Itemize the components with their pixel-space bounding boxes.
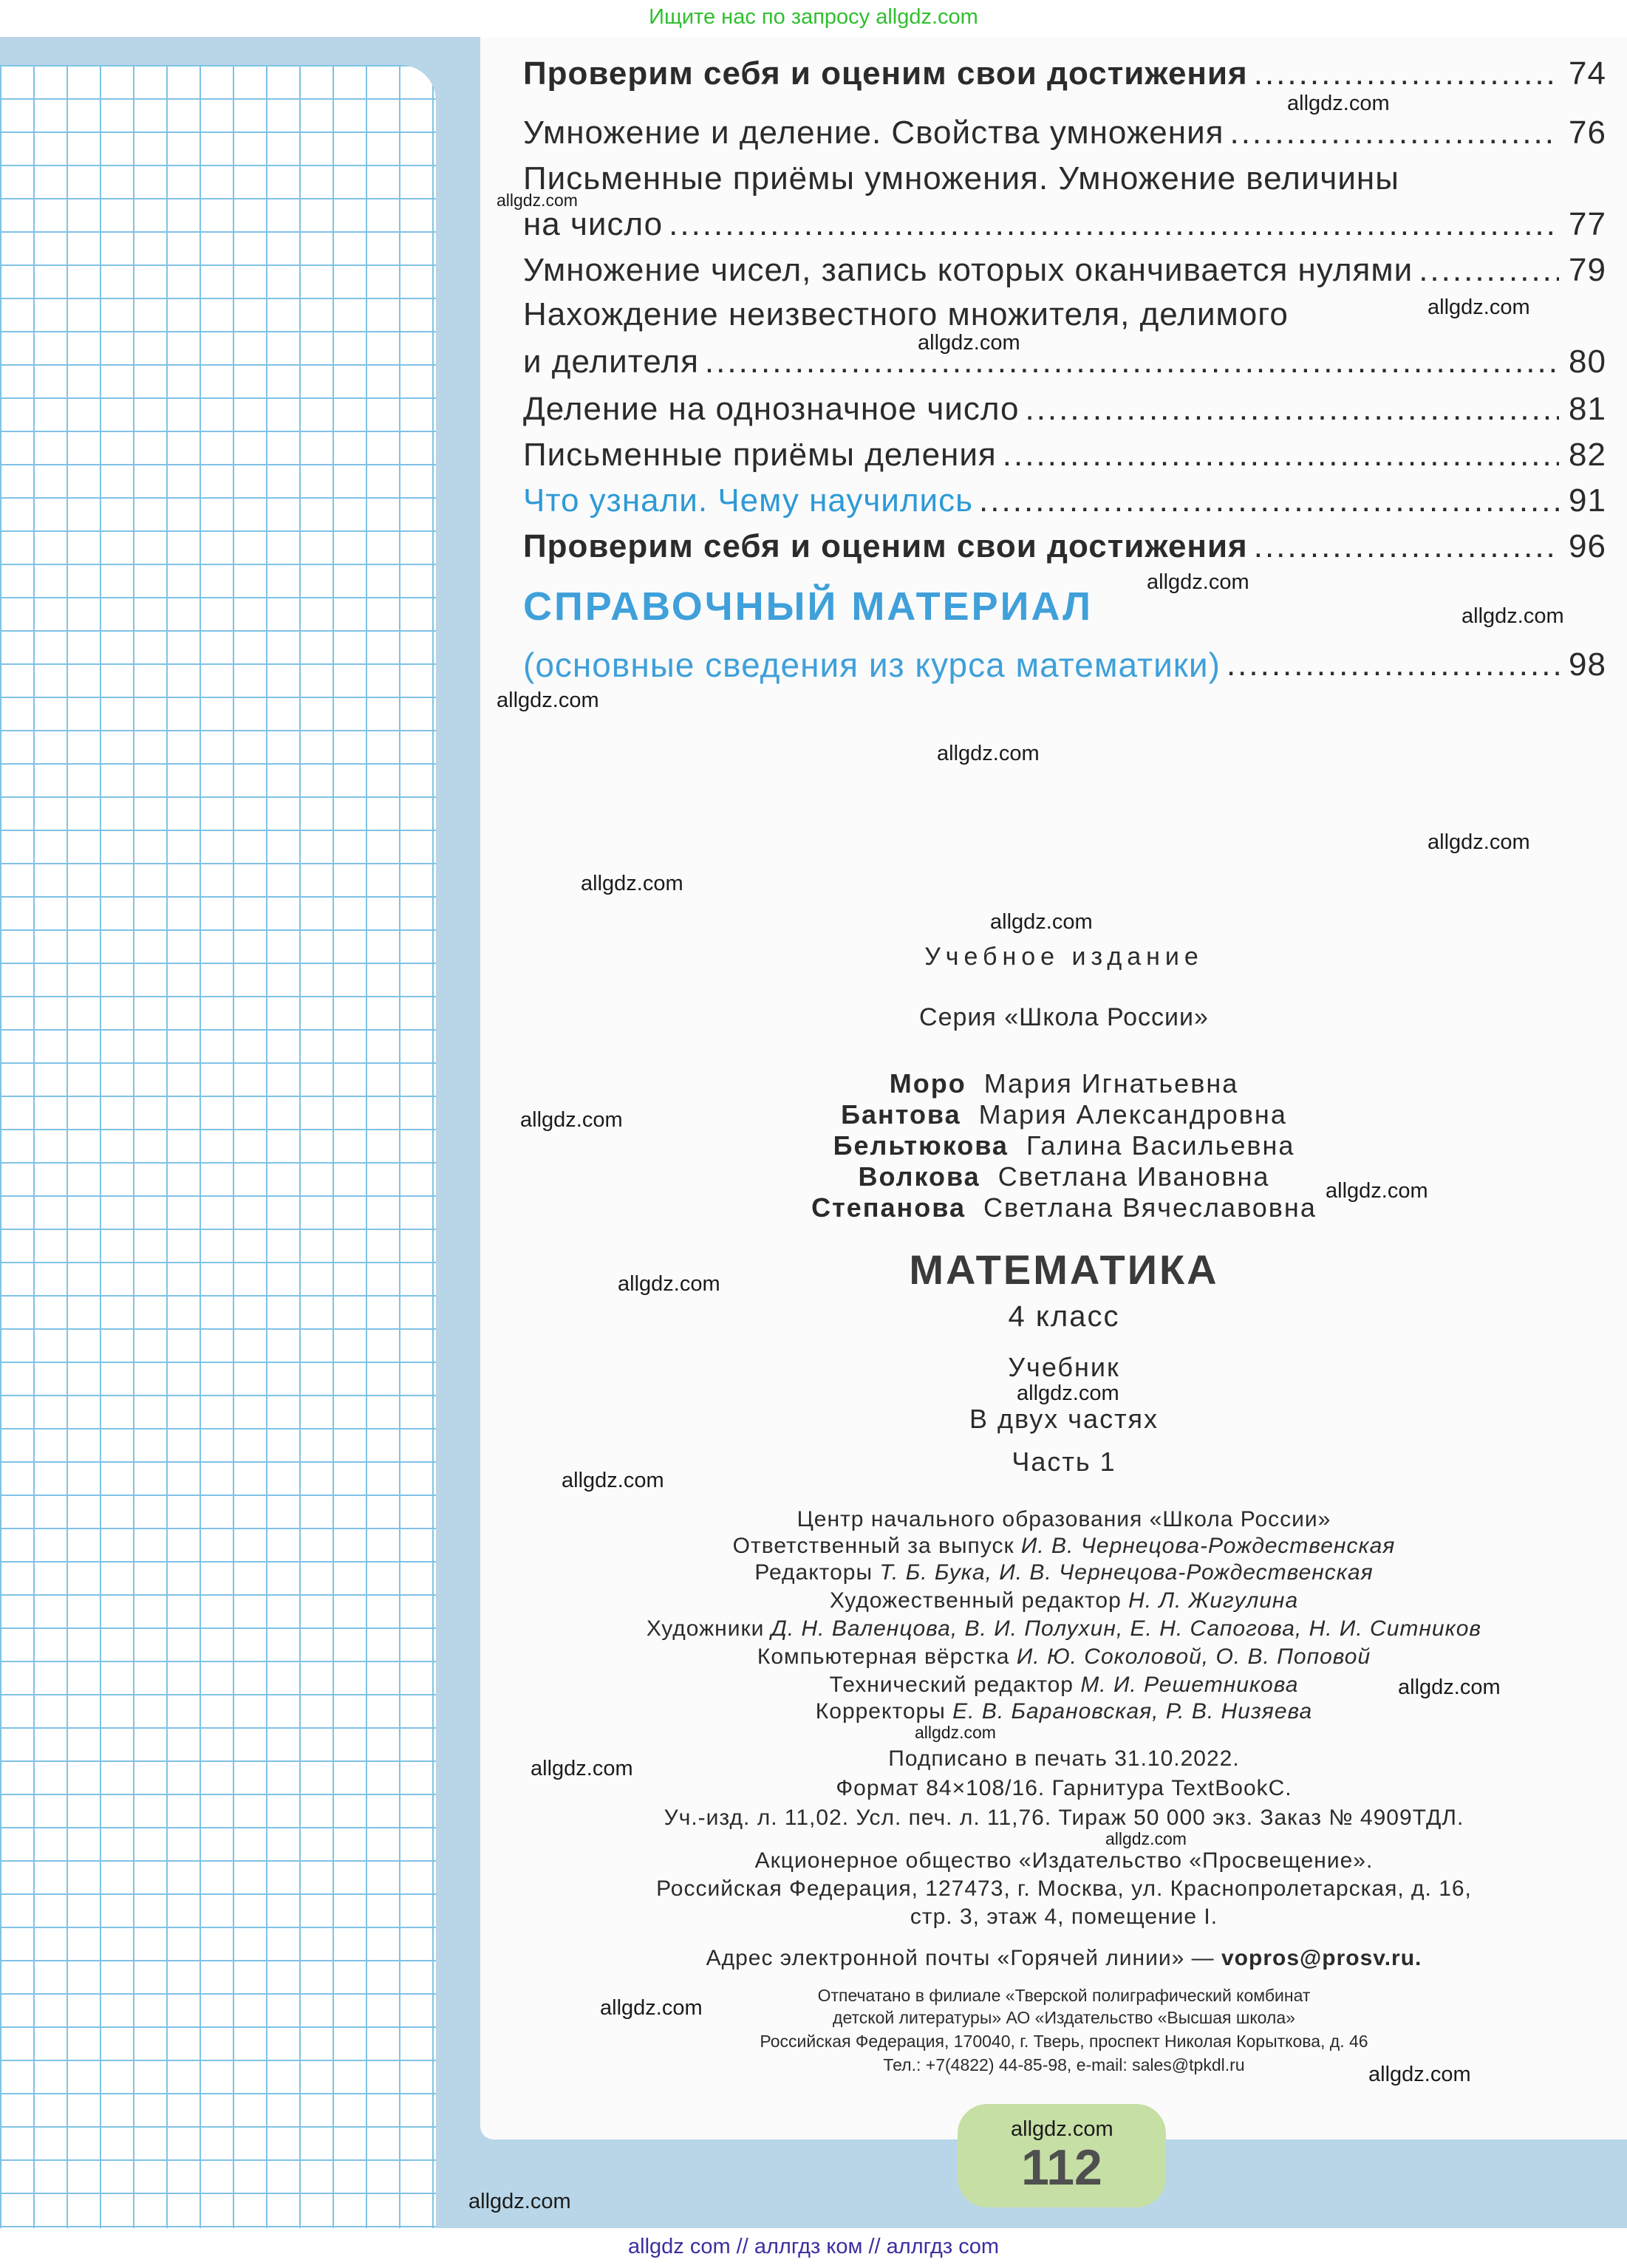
toc-leader-dots — [1025, 389, 1559, 430]
top-banner[interactable]: Ищите нас по запросу allgdz.com — [649, 5, 978, 29]
watermark: allgdz.com — [1326, 1179, 1428, 1203]
watermark: allgdz.com — [1017, 1381, 1119, 1405]
credit-role: Художественный редактор — [829, 1588, 1122, 1613]
credit-names: Е. В. Барановская, Р. В. Низяева — [952, 1699, 1313, 1724]
toc-entry — [523, 523, 1606, 567]
watermark: allgdz.com — [1428, 830, 1530, 854]
toc-entry-page: 74 — [1569, 55, 1606, 92]
author-surname: Бантова — [841, 1099, 961, 1130]
toc-entry-title: Умножение и деление. Свойства умножения — [523, 115, 1224, 151]
printer-info: Российская Федерация, 170040, г. Тверь, проспект Николая Корыткова, д. 46 — [760, 2032, 1368, 2051]
toc-entry-page: 79 — [1569, 252, 1606, 288]
author-line — [480, 1192, 1627, 1223]
printer-info: детской литературы» АО «Издательство «Высшая школа» — [833, 2008, 1295, 2027]
credit-role: Художники — [646, 1616, 765, 1641]
toc-entry-page: 91 — [1569, 482, 1606, 519]
toc-entry-title: Письменные приёмы деления — [523, 437, 997, 473]
author-line — [480, 1161, 1627, 1192]
hotline-line — [480, 1946, 1627, 1971]
book-parts: В двух частях — [969, 1404, 1159, 1434]
publisher-address: стр. 3, этаж 4, помещение I. — [910, 1905, 1218, 1929]
author-surname: Степанова — [811, 1192, 966, 1223]
toc-entry-page: 82 — [1569, 437, 1606, 473]
grid-paper-margin — [0, 65, 436, 2228]
toc-entry-page: 80 — [1569, 344, 1606, 380]
toc-entry — [523, 431, 1606, 476]
author-names: Светлана Вячеславовна — [983, 1192, 1317, 1223]
credit-line — [480, 1644, 1627, 1670]
watermark: allgdz.com — [497, 191, 578, 210]
publisher-center: Центр начального образования «Школа России» — [797, 1507, 1331, 1531]
watermark: allgdz.com — [1461, 604, 1564, 628]
credit-names: Т. Б. Бука, И. В. Чернецова-Рождественская — [879, 1560, 1374, 1585]
toc-entry — [523, 247, 1606, 291]
toc-entry-page: 77 — [1569, 206, 1606, 242]
book-type: Учебник — [1008, 1352, 1120, 1382]
toc-entry — [523, 201, 1606, 245]
toc-entry-title: Нахождение неизвестного множителя, делимого — [523, 296, 1289, 332]
credit-role: Компьютерная вёрстка — [757, 1644, 1010, 1669]
toc-leader-dots — [1419, 250, 1559, 291]
author-surname: Моро — [889, 1068, 966, 1099]
publisher-name: Акционерное общество «Издательство «Просвещение». — [754, 1848, 1374, 1873]
watermark: allgdz.com — [468, 2190, 571, 2213]
hotline-email: vopros@prosv.ru. — [1221, 1946, 1422, 1970]
grade: 4 класс — [1008, 1300, 1120, 1333]
toc-entry-title: Письменные приёмы умножения. Умножение величины — [523, 160, 1399, 197]
toc-entry-page: 98 — [1569, 646, 1606, 683]
publisher-address: Российская Федерация, 127473, г. Москва, ул. Краснопролетарская, д. 16, — [656, 1876, 1472, 1901]
toc-leader-dots — [1227, 644, 1559, 686]
watermark: allgdz.com — [600, 1996, 703, 2020]
author-names: Галина Васильевна — [1026, 1130, 1295, 1161]
toc-leader-dots — [979, 480, 1559, 522]
print-stats: Уч.-изд. л. 11,02. Усл. печ. л. 11,76. Тираж 50 000 экз. Заказ № 4909ТДЛ. — [664, 1806, 1464, 1830]
credit-names: М. И. Решетникова — [1080, 1673, 1299, 1697]
toc-leader-dots — [1254, 526, 1559, 567]
toc-entry-title: Проверим себя и оценим свои достижения — [523, 55, 1248, 92]
watermark: allgdz.com — [1428, 296, 1530, 319]
author-names: Светлана Ивановна — [997, 1161, 1270, 1192]
toc-entry — [523, 477, 1606, 522]
printer-info: Тел.: +7(4822) 44-85-98, e-mail: sales@tpkdl.ru — [883, 2055, 1245, 2074]
watermark: allgdz.com — [918, 331, 1020, 355]
reference-subtitle: (основные сведения из курса математики) — [523, 646, 1221, 684]
credit-line — [480, 1560, 1627, 1585]
hotline-label: Адрес электронной почты «Горячей линии» — — [706, 1946, 1215, 1970]
watermark: allgdz.com — [1368, 2063, 1471, 2086]
toc-entry — [523, 50, 1606, 95]
author-line — [480, 1068, 1627, 1099]
watermark: allgdz.com — [618, 1272, 720, 1296]
signed-date: Подписано в печать 31.10.2022. — [888, 1746, 1240, 1771]
watermark: allgdz.com — [1011, 2117, 1113, 2141]
watermark: allgdz.com — [497, 689, 599, 712]
watermark: allgdz.com — [1287, 92, 1390, 115]
toc-entry-page: 96 — [1569, 528, 1606, 564]
credit-names: Н. Л. Жигулина — [1128, 1588, 1299, 1613]
toc-leader-dots — [1229, 112, 1559, 154]
watermark: allgdz.com — [531, 1757, 633, 1780]
credit-role: Ответственный за выпуск — [732, 1534, 1014, 1558]
book-part: Часть 1 — [1012, 1446, 1116, 1477]
edition-type: Учебное издание — [924, 943, 1204, 971]
toc-leader-dots — [669, 204, 1559, 245]
series-name: Серия «Школа России» — [919, 1003, 1209, 1031]
bottom-banner[interactable]: allgdz com // аллгдз ком // аллгдз com — [628, 2235, 999, 2258]
credit-role: Редакторы — [754, 1560, 873, 1585]
credit-line — [480, 1534, 1627, 1559]
toc-entry-title: Проверим себя и оценим свои достижения — [523, 528, 1248, 564]
watermark: allgdz.com — [990, 910, 1093, 934]
watermark: allgdz.com — [562, 1469, 664, 1492]
watermark: allgdz.com — [1398, 1676, 1501, 1699]
toc-entry-title: Деление на однозначное число — [523, 391, 1020, 427]
credit-line — [480, 1616, 1627, 1642]
watermark: allgdz.com — [1147, 570, 1249, 594]
watermark: allgdz.com — [915, 1723, 996, 1742]
author-surname: Бельтюкова — [833, 1130, 1009, 1161]
credit-line — [480, 1699, 1627, 1724]
toc-entry-title: Умножение чисел, запись которых оканчивается нулями — [523, 252, 1413, 288]
toc-entry-page: 81 — [1569, 391, 1606, 427]
watermark: allgdz.com — [520, 1108, 623, 1132]
credit-role: Технический редактор — [829, 1673, 1074, 1697]
toc-entry — [523, 641, 1606, 686]
credit-line — [480, 1588, 1627, 1613]
toc-entry-title-continuation: на число — [523, 206, 664, 242]
toc-entry — [523, 338, 1606, 383]
book-title: МАТЕМАТИКА — [909, 1246, 1219, 1293]
watermark: allgdz.com — [937, 742, 1040, 765]
reference-heading: СПРАВОЧНЫЙ МАТЕРИАЛ — [523, 584, 1094, 629]
watermark: allgdz.com — [1105, 1829, 1187, 1848]
author-line — [480, 1099, 1627, 1130]
toc-entry — [523, 109, 1606, 154]
format-line: Формат 84×108/16. Гарнитура TextBookC. — [836, 1776, 1292, 1800]
author-names: Мария Игнатьевна — [983, 1068, 1239, 1099]
author-names: Мария Александровна — [978, 1099, 1287, 1130]
credit-names: И. В. Чернецова-Рождественская — [1020, 1534, 1396, 1558]
toc-entry — [523, 386, 1606, 430]
toc-leader-dots — [705, 341, 1559, 383]
author-surname: Волкова — [858, 1161, 980, 1192]
printer-info: Отпечатано в филиале «Тверской полиграфический комбинат — [817, 1986, 1311, 2005]
credit-names: Д. Н. Валенцова, В. И. Полухин, Е. Н. Сапогова, Н. И. Ситников — [771, 1616, 1482, 1641]
credit-role: Корректоры — [815, 1699, 946, 1724]
watermark: allgdz.com — [581, 872, 683, 895]
toc-leader-dots — [1254, 53, 1559, 95]
toc-entry-title: Что узнали. Чему научились — [523, 482, 974, 519]
page-number: 112 — [1021, 2139, 1102, 2196]
credit-names: И. Ю. Соколовой, О. В. Поповой — [1016, 1644, 1371, 1669]
toc-entry-title-continuation: и делителя — [523, 344, 699, 380]
toc-leader-dots — [1003, 434, 1559, 476]
toc-entry-page: 76 — [1569, 115, 1606, 151]
author-line — [480, 1130, 1627, 1161]
